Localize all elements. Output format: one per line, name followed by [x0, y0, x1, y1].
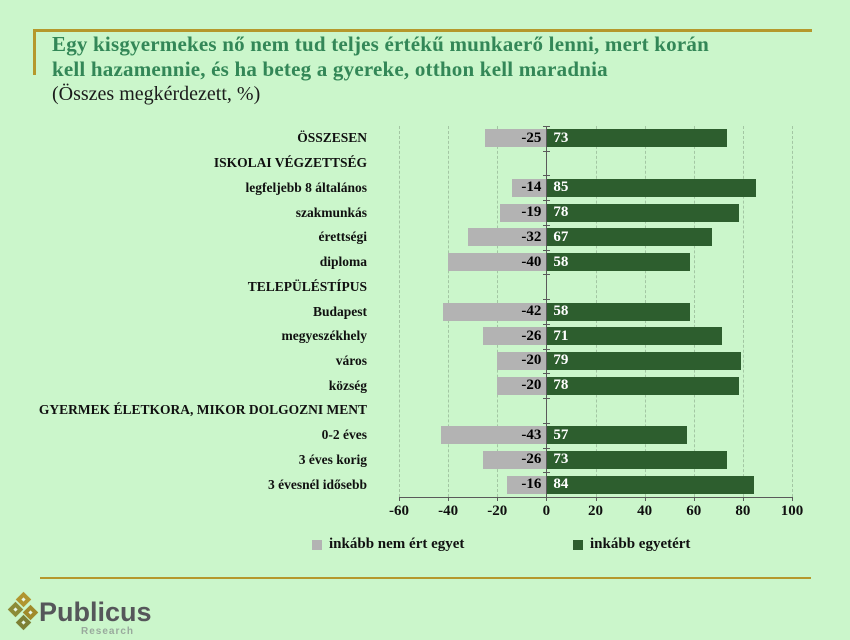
category-row — [0, 448, 850, 473]
row-plot — [399, 472, 792, 497]
row-plot — [399, 398, 792, 423]
bar-disagree: -26 — [483, 451, 547, 469]
bar-disagree: -43 — [441, 426, 547, 444]
title-block — [52, 32, 817, 107]
brand-subtitle: Research — [81, 626, 135, 637]
category-row — [0, 423, 850, 448]
bar-agree: 84 — [547, 476, 753, 494]
row-plot — [399, 324, 792, 349]
category-label: 3 évesnél idősebb — [267, 476, 367, 492]
logo-diamond-hole — [13, 607, 17, 611]
category-axis-tick — [543, 497, 550, 498]
category-row — [0, 299, 850, 324]
x-axis-tick-label: -60 — [389, 503, 409, 519]
bar-disagree: -42 — [443, 303, 546, 321]
bar-disagree: -14 — [512, 179, 546, 197]
category-label: TELEPÜLÉSTÍPUS — [247, 278, 367, 294]
category-row — [0, 225, 850, 250]
bar-disagree: -25 — [485, 129, 546, 147]
x-axis-tick — [596, 497, 597, 501]
category-row — [0, 472, 850, 497]
category-row — [0, 200, 850, 225]
bar-agree: 58 — [547, 303, 689, 321]
bar-agree: 78 — [547, 377, 739, 395]
category-label: legfeljebb 8 általános — [245, 179, 367, 195]
row-plot — [399, 349, 792, 374]
bar-disagree: -20 — [497, 352, 546, 370]
category-row — [0, 349, 850, 374]
legend-label: inkább nem ért egyet — [329, 536, 465, 552]
bar-disagree: -32 — [468, 228, 547, 246]
x-axis-tick — [645, 497, 646, 501]
category-row — [0, 126, 850, 151]
row-plot — [399, 126, 792, 151]
section-header-row — [0, 151, 850, 176]
category-row — [0, 175, 850, 200]
x-axis-tick-label: 20 — [588, 503, 603, 519]
bar-agree: 78 — [547, 204, 739, 222]
row-plot — [399, 448, 792, 473]
row-plot — [399, 423, 792, 448]
row-plot — [399, 373, 792, 398]
brand-name: Publicus — [39, 597, 152, 627]
category-row — [0, 250, 850, 275]
category-label: érettségi — [318, 229, 367, 245]
section-header-row — [0, 398, 850, 423]
bar-agree: 71 — [547, 327, 721, 345]
left-accent-rule — [33, 29, 36, 75]
slide-subtitle: (Összes megkérdezett, %) — [52, 83, 261, 105]
x-axis-tick — [792, 497, 793, 501]
row-plot — [399, 274, 792, 299]
bar-agree: 57 — [547, 426, 687, 444]
bar-agree: 58 — [547, 253, 689, 271]
row-plot — [399, 225, 792, 250]
row-plot — [399, 151, 792, 176]
x-axis-tick-label: 80 — [735, 503, 751, 519]
bottom-accent-rule — [40, 577, 811, 579]
chart-legend — [0, 536, 850, 558]
category-label: szakmunkás — [295, 204, 367, 220]
category-label: GYERMEK ÉLETKORA, MIKOR DOLGOZNI MENT — [38, 402, 367, 418]
bar-disagree: -26 — [483, 327, 547, 345]
chart-rows — [0, 126, 850, 497]
row-plot — [399, 299, 792, 324]
logo-diamond-hole — [21, 620, 25, 624]
x-axis-tick — [694, 497, 695, 501]
slide-title-line-1: Egy kisgyermekes nő nem tud teljes értékű munkaerő lenni, mert korán — [52, 32, 709, 56]
category-row — [0, 324, 850, 349]
x-axis-tick-label: 60 — [686, 503, 702, 519]
category-label: ÖSSZESEN — [297, 130, 367, 146]
category-row — [0, 373, 850, 398]
category-label: diploma — [319, 254, 367, 270]
x-axis-tick — [743, 497, 744, 501]
slide-title-line-2: kell hazamennie, és ha beteg a gyereke, otthon kell maradnia — [52, 57, 608, 81]
row-plot — [399, 200, 792, 225]
category-label: község — [328, 377, 367, 393]
bar-disagree: -19 — [500, 204, 547, 222]
category-label: megyeszékhely — [281, 328, 367, 344]
category-label: város — [335, 352, 367, 368]
x-axis-tick — [497, 497, 498, 501]
category-label: 3 éves korig — [298, 451, 367, 467]
bar-disagree: -16 — [507, 476, 546, 494]
category-label: ISKOLAI VÉGZETTSÉG — [213, 155, 367, 171]
x-axis — [389, 503, 804, 523]
bar-disagree: -20 — [497, 377, 546, 395]
legend-swatch-agree — [573, 540, 583, 550]
legend-label: inkább egyetért — [590, 536, 691, 552]
bar-disagree: -40 — [448, 253, 546, 271]
x-axis-tick-label: 0 — [542, 503, 551, 519]
section-header-row — [0, 274, 850, 299]
x-axis-tick-label: -40 — [438, 503, 459, 519]
x-axis-tick — [448, 497, 449, 501]
legend-item — [573, 536, 690, 553]
legend-item — [312, 536, 464, 553]
x-axis-tick — [399, 497, 400, 501]
legend-swatch-disagree — [312, 540, 322, 550]
diverging-bar-chart — [0, 126, 850, 519]
x-axis-tick-label: 100 — [780, 503, 804, 519]
category-label: 0-2 éves — [321, 427, 367, 443]
bar-agree: 85 — [547, 179, 756, 197]
bar-agree: 73 — [547, 129, 726, 147]
row-plot — [399, 175, 792, 200]
x-axis-tick-label: -20 — [487, 503, 508, 519]
bar-agree: 73 — [547, 451, 726, 469]
x-axis-tick-label: 40 — [637, 503, 653, 519]
bar-agree: 79 — [547, 352, 741, 370]
logo-diamond-hole — [28, 610, 32, 614]
category-label: Budapest — [312, 303, 367, 319]
logo-diamond-hole — [21, 597, 25, 601]
bar-agree: 67 — [547, 228, 712, 246]
row-plot — [399, 250, 792, 275]
